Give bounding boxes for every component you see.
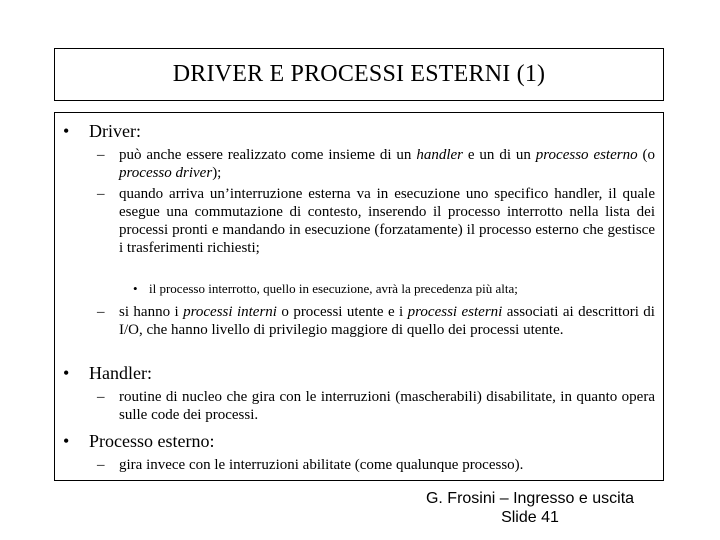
driver-item-1-text (119, 146, 655, 182)
text-run: può anche essere realizzato come insieme di un (119, 147, 417, 163)
emphasis-processo-driver: processo driver (119, 165, 213, 181)
driver-subitem-text: il processo interrotto, quello in esecuzione, avrà la precedenza più alta; (149, 281, 518, 296)
handler-item-1-text: routine di nucleo che gira con le interruzioni (mascherabili) disabilitate, in quanto opera sulle code dei processi. (119, 389, 655, 423)
text-run: ); (212, 165, 222, 181)
bullet-marker: • (63, 121, 70, 141)
bullet-driver (63, 121, 655, 141)
driver-item-3 (97, 303, 655, 339)
emphasis-processi-esterni: processi esterni (407, 304, 503, 320)
bullet-processo-esterno (63, 431, 655, 451)
emphasis-handler: handler (416, 147, 463, 163)
dash-marker: – (97, 389, 105, 405)
bullet-handler (63, 363, 655, 383)
processo-esterno-item-1-text: gira invece con le interruzioni abilitate (come qualunque processo). (119, 457, 524, 473)
dash-marker: – (97, 457, 105, 473)
dash-marker: – (97, 147, 105, 163)
content-box (54, 112, 664, 481)
text-run: o processi utente e i (276, 304, 408, 320)
bullet-marker: • (63, 431, 70, 451)
emphasis-processo-esterno: processo esterno (535, 147, 638, 163)
emphasis-processi-interni: processi interni (183, 304, 277, 320)
slide-title: DRIVER E PROCESSI ESTERNI (1) (172, 61, 546, 87)
driver-item-1 (97, 146, 655, 182)
heading-driver: Driver: (89, 121, 141, 141)
driver-subitem (133, 281, 655, 297)
dot-marker: • (133, 281, 138, 296)
driver-item-3-text (119, 303, 655, 339)
slide-footer (400, 489, 660, 527)
dash-marker: – (97, 186, 105, 202)
footer-slide-number: Slide 41 (501, 509, 559, 526)
title-box (54, 48, 664, 101)
text-run: e un di un (463, 147, 536, 163)
heading-processo-esterno: Processo esterno: (89, 431, 215, 451)
dash-marker: – (97, 304, 105, 320)
bullet-marker: • (63, 363, 70, 383)
driver-item-2 (97, 185, 655, 257)
driver-item-2-text: quando arriva un’interruzione esterna va in esecuzione uno specifico handler, il quale esegue una commutazione di contesto, inserendo il processo interrotto nella lista dei processi pronti e mandando in esecuzione (forzatamente) il processo esterno che gestisce i trasferimenti richiesti; (119, 186, 655, 256)
heading-handler: Handler: (89, 363, 152, 383)
handler-item-1 (97, 388, 655, 424)
text-run: si hanno i (119, 304, 184, 320)
text-run: associati ai descrittori di I/O, che hanno livello di privilegio maggiore di quello dei processi utente. (119, 304, 655, 338)
footer-author-line: G. Frosini – Ingresso e uscita (425, 490, 635, 507)
processo-esterno-item-1 (97, 456, 655, 474)
text-run: (o (637, 147, 655, 163)
